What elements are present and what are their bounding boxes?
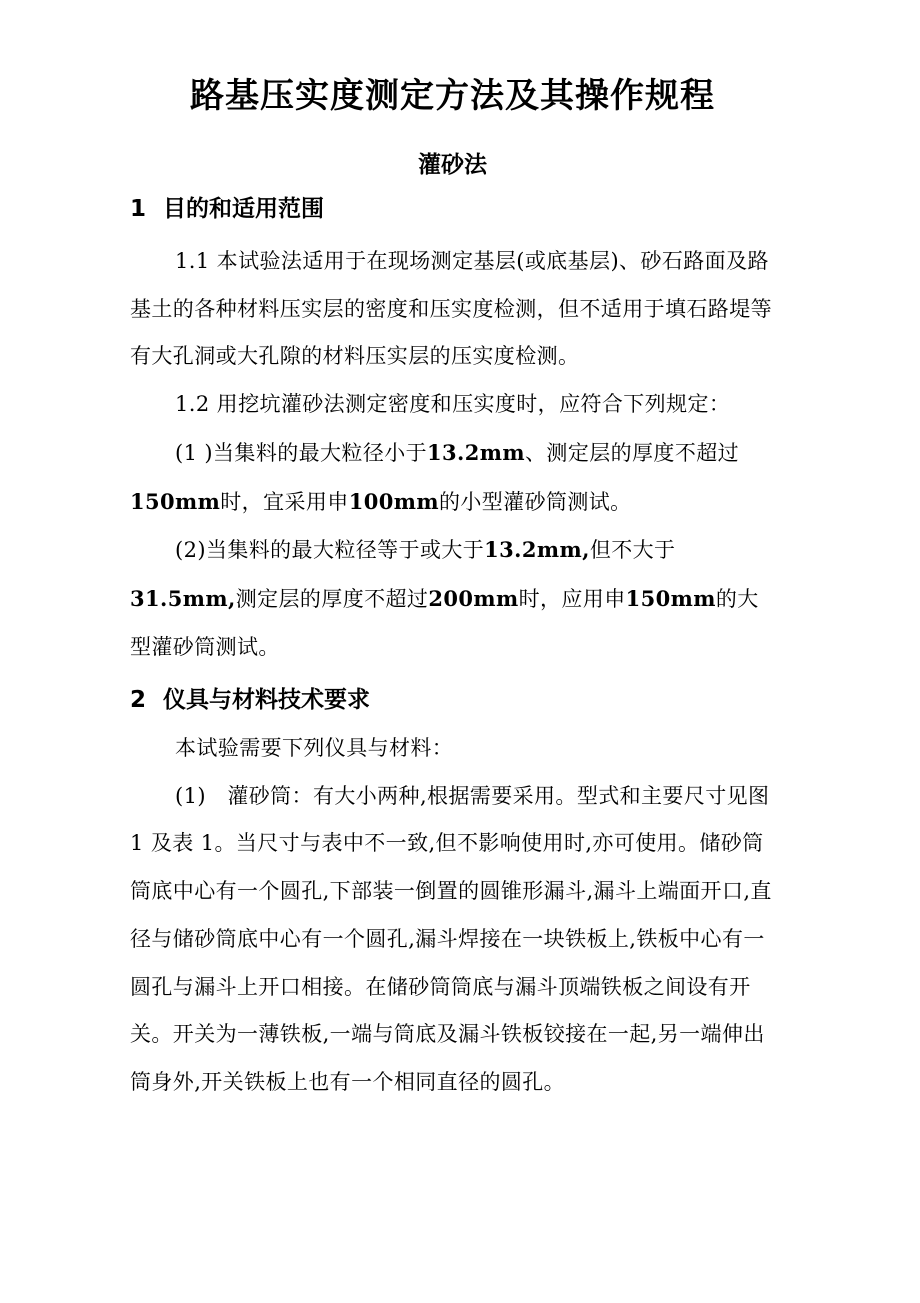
text-run: 的小型灌砂筒测试。 xyxy=(438,489,632,514)
section-heading-text: 仪具与材料技术要求 xyxy=(163,687,370,714)
section-number: 2 xyxy=(130,687,147,714)
text-run: 200mm xyxy=(428,585,519,611)
text-run: 1.2 用挖坑灌砂法测定密度和压实度时，应符合下列规定： xyxy=(175,392,731,417)
text-run: 、测定层的厚度不超过 xyxy=(525,440,740,465)
section-2-heading xyxy=(130,677,775,725)
text-run: 的大型灌砂筒测试。 xyxy=(130,586,759,659)
text-run: 测定层的厚度不超过 xyxy=(235,586,429,611)
text-run: 150mm xyxy=(130,488,221,514)
text-run: 31.5mm, xyxy=(130,585,236,611)
text-run: 时，宜采用申 xyxy=(220,489,349,514)
text-run: 150mm xyxy=(625,585,716,611)
section-apparatus xyxy=(130,677,775,1106)
text-run: (2)当集料的最大粒径等于或大于 xyxy=(175,538,485,563)
section-1-heading xyxy=(130,196,775,222)
section-heading-text: 目的和适用范围 xyxy=(163,196,324,222)
text-run: 13.2mm xyxy=(427,439,526,465)
paragraph-2-intro xyxy=(130,725,775,773)
text-run: 但不大于 xyxy=(589,538,676,563)
text-run: 本试验需要下列仪具与材料： xyxy=(175,736,454,761)
paragraph-2-item-1 xyxy=(130,773,775,1107)
section-scope xyxy=(130,196,775,671)
text-run: (1 )当集料的最大粒径小于 xyxy=(175,440,428,465)
text-run: 时，应用申 xyxy=(518,586,626,611)
paragraph-1-2 xyxy=(130,381,775,429)
text-run: 13.2mm, xyxy=(484,537,590,563)
text-run: 1.1 本试验法适用于在现场测定基层(或底基层)、砂石路面及路基土的各种材料压实层的密度和压实度检测，但不适用于填石路堤等有大孔洞或大孔隙的材料压实层的压实度检测。 xyxy=(130,249,772,369)
document-subtitle: 灌砂法 xyxy=(418,152,487,178)
paragraph-1-2-item-2 xyxy=(130,526,775,671)
paragraph-1-1 xyxy=(130,238,775,381)
text-run: (1) 灌砂筒：有大小两种,根据需要采用。型式和主要尺寸见图 1 及表 1。当尺寸与表中不一致,但不影响使用时,亦可使用。储砂筒筒底中心有一个圆孔,下部装一倒置的圆锥形漏斗,漏斗上端面开口,直径与储砂筒底中心有一个圆孔,漏斗焊接在一块铁板上,铁板中心有一圆孔与漏斗上开口相接。在储砂筒筒底与漏斗顶端铁板之间设有开关。开关为一薄铁板,一端与筒底及漏斗铁板铰接在一起,另一端伸出筒身外,开关铁板上也有一个相同直径的圆孔。 xyxy=(130,783,772,1094)
document-title: 路基压实度测定方法及其操作规程 xyxy=(190,76,715,116)
section-number: 1 xyxy=(130,196,147,222)
text-run: 100mm xyxy=(348,488,439,514)
paragraph-1-2-item-1 xyxy=(130,429,775,526)
